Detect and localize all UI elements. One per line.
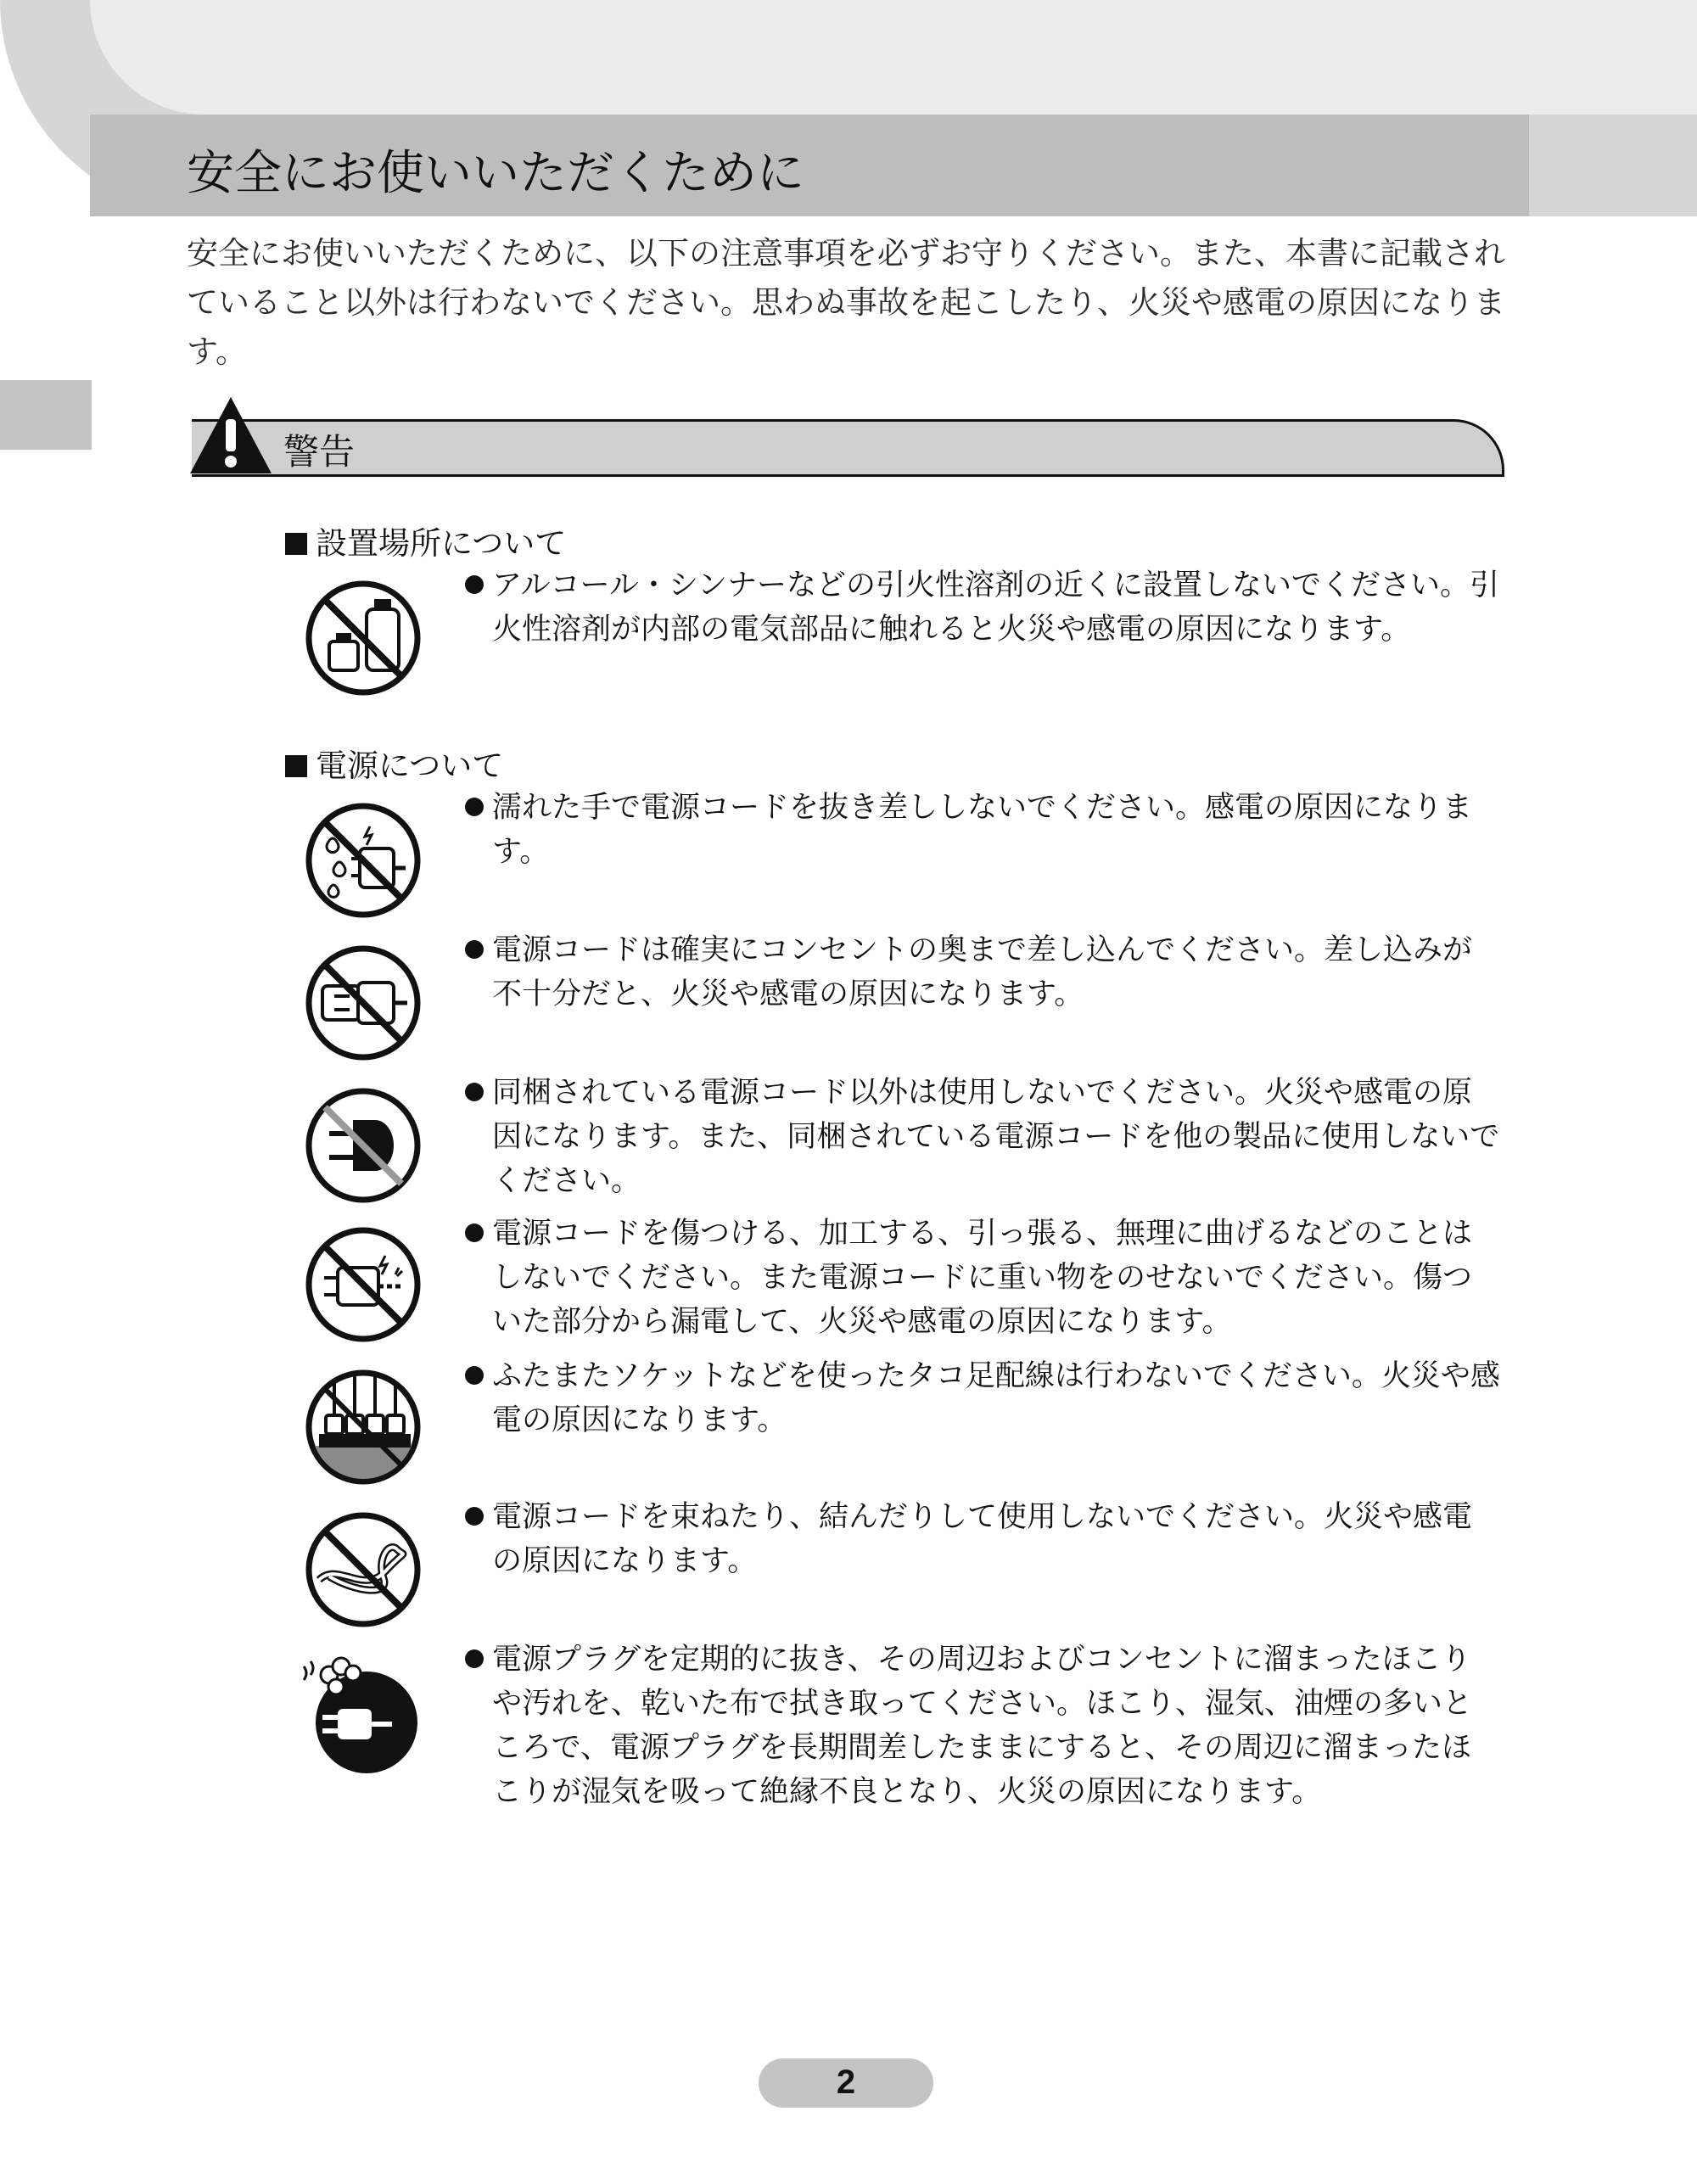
page-number-pill	[759, 2058, 933, 2108]
page-title: 安全にお使いいただくために	[187, 146, 804, 201]
bullet-icon	[465, 1507, 484, 1526]
bullet-icon	[465, 798, 484, 816]
intro-paragraph: 安全にお使いいただくために、以下の注意事項を必ずお守りください。また、本書に記載されていること以外は行わないでください。思わぬ事故を起こしたり、火災や感電の原因になります。	[187, 235, 1505, 370]
insert-plug-fully-icon	[304, 944, 423, 1062]
list-item: ふたまたソケットなどを使ったタコ足配線は行わないでください。火災や感電の原因になります。	[465, 1354, 1500, 1442]
unplug-and-clean-icon	[297, 1649, 424, 1777]
list-item: 電源コードを傷つける、加工する、引っ張る、無理に曲げるなどのことはしないでください。また電源コードに重い物をのせないでください。傷ついた部分から漏電して、火災や感電の原因になります。	[465, 1212, 1500, 1344]
bullet-icon	[465, 575, 484, 594]
no-other-power-cord-icon	[304, 1086, 423, 1205]
warning-triangle-icon	[188, 395, 273, 475]
no-wet-hands-plug-icon	[304, 801, 423, 920]
square-bullet-icon	[285, 755, 307, 777]
no-octopus-wiring-icon	[304, 1368, 423, 1487]
warning-label: 警告	[283, 431, 356, 473]
page-number: 2	[836, 2064, 856, 2101]
side-tab	[0, 380, 92, 450]
bullet-icon	[465, 1649, 484, 1668]
bullet-icon	[465, 940, 484, 959]
list-item: 電源コードを束ねたり、結んだりして使用しないでください。火災や感電の原因になります。	[465, 1495, 1500, 1583]
no-damaged-cord-icon	[304, 1225, 423, 1344]
section-heading-installation: 設置場所について	[285, 518, 566, 563]
section-heading-power: 電源について	[285, 740, 503, 786]
list-item: 電源コードは確実にコンセントの奥まで差し込んでください。差し込みが不十分だと、火災や感電の原因になります。	[465, 928, 1500, 1016]
list-item: 同梱されている電源コード以外は使用しないでください。火災や感電の原因になります。また、同梱されている電源コードを他の製品に使用しないでください。	[465, 1071, 1500, 1203]
bullet-icon	[465, 1224, 484, 1242]
list-item: 濡れた手で電源コードを抜き差ししないでください。感電の原因になります。	[465, 786, 1500, 874]
no-bundled-cord-icon	[304, 1510, 423, 1629]
warning-banner	[192, 419, 1504, 477]
bullet-icon	[465, 1366, 484, 1385]
no-flammable-solvents-icon	[304, 579, 423, 697]
list-item: アルコール・シンナーなどの引火性溶剤の近くに設置しないでください。引火性溶剤が内部の電気部品に触れると火災や感電の原因になります。	[465, 563, 1500, 652]
header-band-highlight	[90, 0, 1697, 115]
list-item: 電源プラグを定期的に抜き、その周辺およびコンセントに溜まったほこりや汚れを、乾いた布で拭き取ってください。ほこり、湿気、油煙の多いところで、電源プラグを長期間差したままにすると、その周辺に溜まったほこりが湿気を吸って絶縁不良となり、火災の原因になります。	[465, 1638, 1500, 1814]
bullet-icon	[465, 1083, 484, 1101]
square-bullet-icon	[285, 533, 307, 555]
